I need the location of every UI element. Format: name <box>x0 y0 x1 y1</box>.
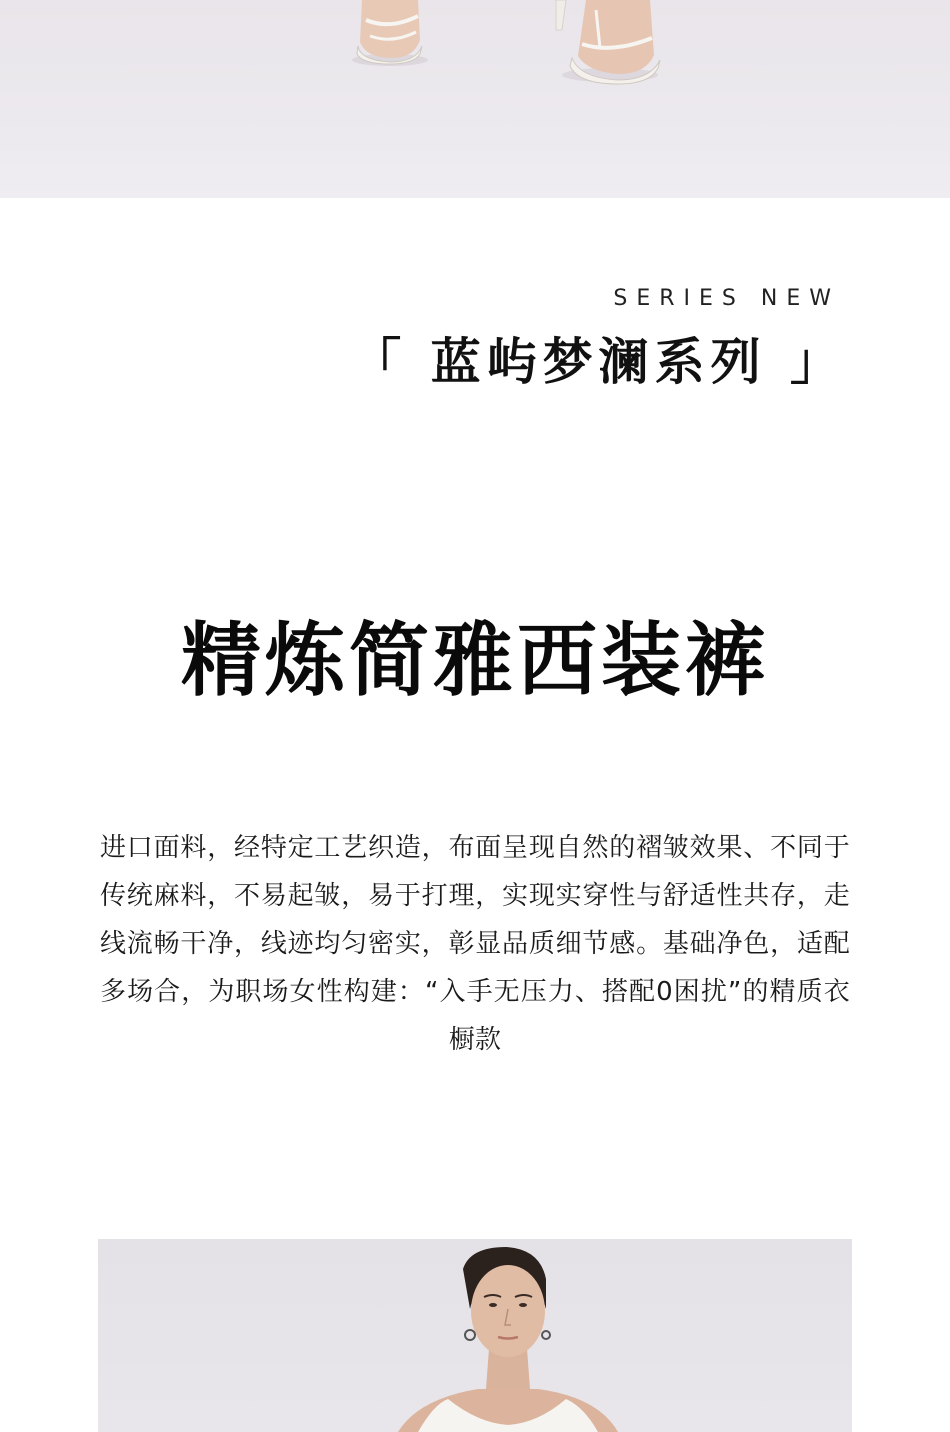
bottom-photo-model <box>98 1239 852 1432</box>
model-illustration <box>98 1239 852 1432</box>
series-subtitle-english: SERIES NEW <box>613 286 840 311</box>
series-title: 「 蓝屿梦澜系列 」 <box>351 333 846 391</box>
top-photo-sandals <box>0 0 950 198</box>
product-headline: 精炼简雅西装裤 <box>181 614 769 707</box>
sandals-illustration <box>0 0 950 198</box>
product-description: 进口面料，经特定工艺织造，布面呈现自然的褶皱效果、不同于传统麻料，不易起皱，易于打理，实现实穿性与舒适性共存，走线流畅干净，线迹均匀密实，彰显品质细节感。基础净色，适配多场合，为职场女性构建：“入手无压力、搭配0困扰”的精质衣橱款 <box>100 833 850 1055</box>
